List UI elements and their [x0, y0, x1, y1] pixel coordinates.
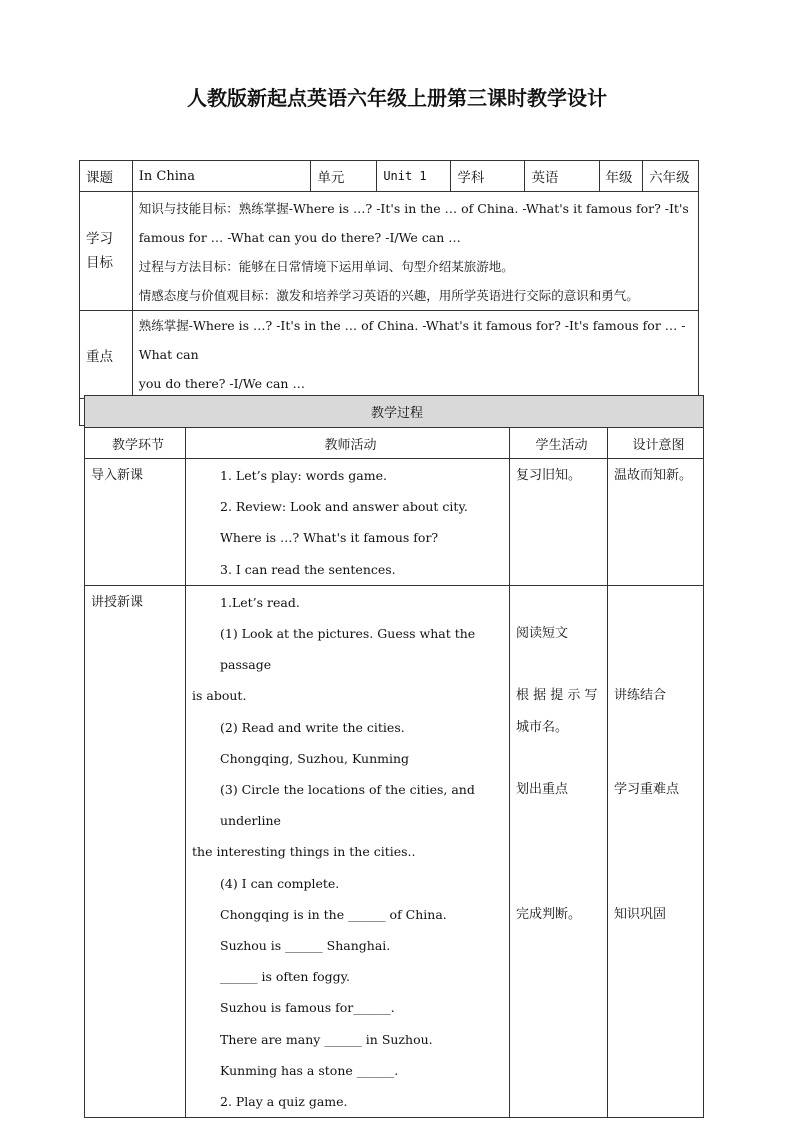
lesson-info-table — [79, 160, 699, 426]
document-title: 人教版新起点英语六年级上册第三课时教学设计 — [187, 86, 607, 110]
objectives-label — [80, 192, 133, 311]
design-intent: 温故而知新。 — [608, 459, 704, 586]
teacher-step: 1. Let’s play: words game. — [220, 468, 387, 483]
column-header-stage: 教学环节 — [85, 428, 186, 459]
student-activity: 复习旧知。 — [510, 459, 608, 586]
table-row — [85, 585, 704, 1117]
topic-label: 课题 — [80, 161, 133, 192]
column-header-student: 学生活动 — [510, 428, 608, 459]
teacher-step: Where is …? What's it famous for? — [220, 530, 439, 546]
teacher-step: 3. I can read the sentences. — [220, 561, 396, 577]
key-point-line: you do there? -I/We can … — [138, 376, 305, 391]
design-intents — [608, 585, 704, 1117]
stage-name: 讲授新课 — [85, 585, 186, 1117]
student-activity: 划出重点 — [516, 781, 569, 797]
key-points-content — [132, 311, 698, 399]
teacher-step: is about. — [192, 688, 247, 704]
process-heading: 教学过程 — [85, 396, 704, 428]
student-activity: 城市名。 — [516, 719, 569, 735]
grade-value: 六年级 — [643, 161, 699, 192]
teacher-step: There are many ______ in Suzhou. — [220, 1031, 433, 1047]
objectives-label-line1: 学习 — [86, 231, 113, 247]
stage-name: 导入新课 — [85, 459, 186, 586]
teacher-step: (3) Circle the locations of the cities, and underline — [220, 782, 475, 829]
key-point-line: 熟练掌握-Where is …? -It's in the … of China. -What's it famous for? -It's famous for … -What can — [138, 318, 686, 362]
table-row — [85, 459, 704, 586]
design-intent: 知识巩固 — [614, 906, 667, 922]
unit-value: Unit 1 — [377, 161, 451, 192]
objective-line: 知识与技能目标：熟练掌握-Where is …? -It's in the … of China. -What's it famous for? -It's — [138, 201, 689, 216]
teacher-step: (1) Look at the pictures. Guess what the passage — [220, 626, 476, 673]
design-intent: 学习重难点 — [614, 781, 680, 797]
key-points-label: 重点 — [80, 311, 133, 399]
teacher-step: ______ is often foggy. — [220, 969, 350, 985]
student-activity: 完成判断。 — [516, 906, 582, 922]
teacher-step: 2. Play a quiz game. — [220, 1094, 348, 1110]
objective-line: famous for … -What can you do there? -I/We can … — [138, 230, 461, 245]
teacher-step: Chongqing is in the ______ of China. — [220, 906, 447, 922]
teaching-process-table — [84, 395, 704, 1118]
student-activity: 根 据 提 示 写 — [516, 688, 598, 704]
objectives-content — [132, 192, 698, 311]
topic-value: In China — [132, 161, 311, 192]
student-activity: 阅读短文 — [516, 626, 569, 641]
student-activities — [510, 585, 608, 1117]
objective-line: 情感态度与价值观目标：激发和培养学习英语的兴趣，用所学英语进行交际的意识和勇气。 — [138, 288, 639, 303]
teacher-step: Suzhou is famous for______. — [220, 1000, 395, 1016]
teacher-step: Kunming has a stone ______. — [220, 1062, 399, 1078]
teacher-step: Suzhou is ______ Shanghai. — [220, 938, 391, 954]
column-header-intent: 设计意图 — [608, 428, 704, 459]
subject-label: 学科 — [451, 161, 525, 192]
design-intent: 讲练结合 — [614, 688, 667, 704]
grade-label: 年级 — [599, 161, 643, 192]
objective-line: 过程与方法目标：能够在日常情境下运用单词、句型介绍某旅游地。 — [138, 259, 514, 274]
teacher-activities — [186, 459, 510, 586]
subject-value: 英语 — [525, 161, 599, 192]
teacher-step: the interesting things in the cities.. — [192, 844, 416, 860]
teacher-step: 2. Review: Look and answer about city. — [220, 499, 468, 515]
teacher-step: Chongqing, Suzhou, Kunming — [220, 750, 410, 766]
teacher-step: (4) I can complete. — [220, 875, 340, 891]
column-header-teacher: 教师活动 — [186, 428, 510, 459]
teacher-step: 1.Let’s read. — [220, 594, 300, 610]
teacher-step: (2) Read and write the cities. — [220, 719, 405, 735]
teacher-activities — [186, 585, 510, 1117]
unit-label: 单元 — [311, 161, 377, 192]
objectives-label-line2: 目标 — [86, 255, 113, 271]
